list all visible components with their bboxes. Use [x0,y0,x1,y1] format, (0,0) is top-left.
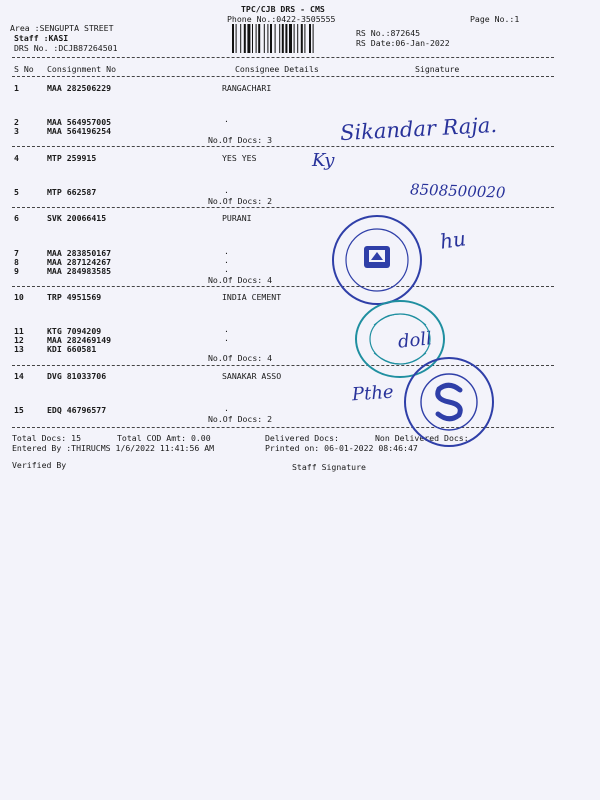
divider [12,76,554,77]
divider [12,57,554,58]
barcode [230,24,348,54]
row-consignment: MAA 282506229 [47,83,112,93]
page-number: Page No.:1 [470,14,520,24]
col-signature: Signature [415,64,460,74]
row-consignee: SANAKAR ASSO [222,371,282,381]
report-title: TPC/CJB DRS - CMS [241,4,325,14]
col-sno: S No [14,64,34,74]
row-sno: 2 [14,117,19,127]
row-sno: 14 [14,371,24,381]
row-consignee: INDIA CEMENT [222,292,282,302]
row-consignee: . [224,255,229,265]
entered-by: Entered By :THIRUCMS 1/6/2022 11:41:56 AM [12,443,215,453]
docs-count: No.Of Docs: 4 [208,275,273,285]
verified-by: Verified By [12,460,67,470]
row-sno: 6 [14,213,19,223]
row-sno: 3 [14,126,19,136]
row-sno: 15 [14,405,24,415]
docs-count: No.Of Docs: 2 [208,414,273,424]
row-sno: 10 [14,292,24,302]
row-sno: 13 [14,344,24,354]
row-consignee: . [224,264,229,274]
area-name: Area :SENGUPTA STREET [10,23,114,33]
row-consignment: KDI 660581 [47,344,97,354]
row-consignment: MAA 287124267 [47,257,112,267]
signature-row-4: Ky [312,150,335,171]
row-consignee: . [224,403,229,413]
rs-date: RS Date:06-Jan-2022 [356,38,450,48]
signature-row-14: Pthe [351,381,395,406]
sanakar-stamp [402,355,496,449]
phone-number: Phone No.:0422-3505555 [227,14,336,24]
row-consignment: EDQ 46796577 [47,405,107,415]
printed-on: Printed on: 06-01-2022 08:46:47 [265,443,418,453]
drs-number: DRS No. :DCJB87264501 [14,43,118,53]
row-consignee: . [224,185,229,195]
row-consignee: . [224,246,229,256]
divider [12,207,554,208]
row-consignment: SVK 20066415 [47,213,107,223]
docs-count: No.Of Docs: 3 [208,135,273,145]
row-sno: 4 [14,153,19,163]
staff-signature-label: Staff Signature [292,462,366,472]
row-sno: 7 [14,248,19,258]
row-consignment: MAA 282469149 [47,335,112,345]
row-consignee: . [224,324,229,334]
row-consignment: MAA 564957005 [47,117,112,127]
row-consignment: TRP 4951569 [47,292,102,302]
total-cod: Total COD Amt: 0.00 [117,433,211,443]
row-consignment: KTG 7094209 [47,326,102,336]
purani-stamp [330,213,424,307]
signature-row-6: hu [438,226,468,254]
non-delivered-docs: Non Delivered Docs: [375,433,469,443]
col-consignment: Consignment No [47,64,117,74]
row-consignment: MAA 284983585 [47,266,112,276]
rs-number: RS No.:872645 [356,28,421,38]
signature-row-10: doll [396,328,433,353]
row-consignee: PURANI [222,213,252,223]
col-consignee: Consignee Details [235,64,319,74]
divider [12,146,554,147]
row-consignment: MAA 283850167 [47,248,112,258]
total-docs: Total Docs: 15 [12,433,82,443]
docs-count: No.Of Docs: 2 [208,196,273,206]
phone-handwritten: 8508500020 [409,180,506,202]
row-sno: 9 [14,266,19,276]
staff-name: Staff :KASI [14,33,69,43]
row-sno: 11 [14,326,24,336]
row-consignee: YES YES [222,153,257,163]
row-consignee: RANGACHARI [222,83,272,93]
row-consignee: . [224,333,229,343]
row-sno: 8 [14,257,19,267]
row-consignment: MAA 564196254 [47,126,112,136]
docs-count: No.Of Docs: 4 [208,353,273,363]
row-sno: 1 [14,83,19,93]
row-consignee: . [224,114,229,124]
row-sno: 12 [14,335,24,345]
row-consignment: DVG 81033706 [47,371,107,381]
row-sno: 5 [14,187,19,197]
divider [12,286,554,287]
signature-row-2: Sikandar Raja. [339,112,498,146]
row-consignment: MTP 259915 [47,153,97,163]
delivered-docs: Delivered Docs: [265,433,339,443]
row-consignment: MTP 662587 [47,187,97,197]
